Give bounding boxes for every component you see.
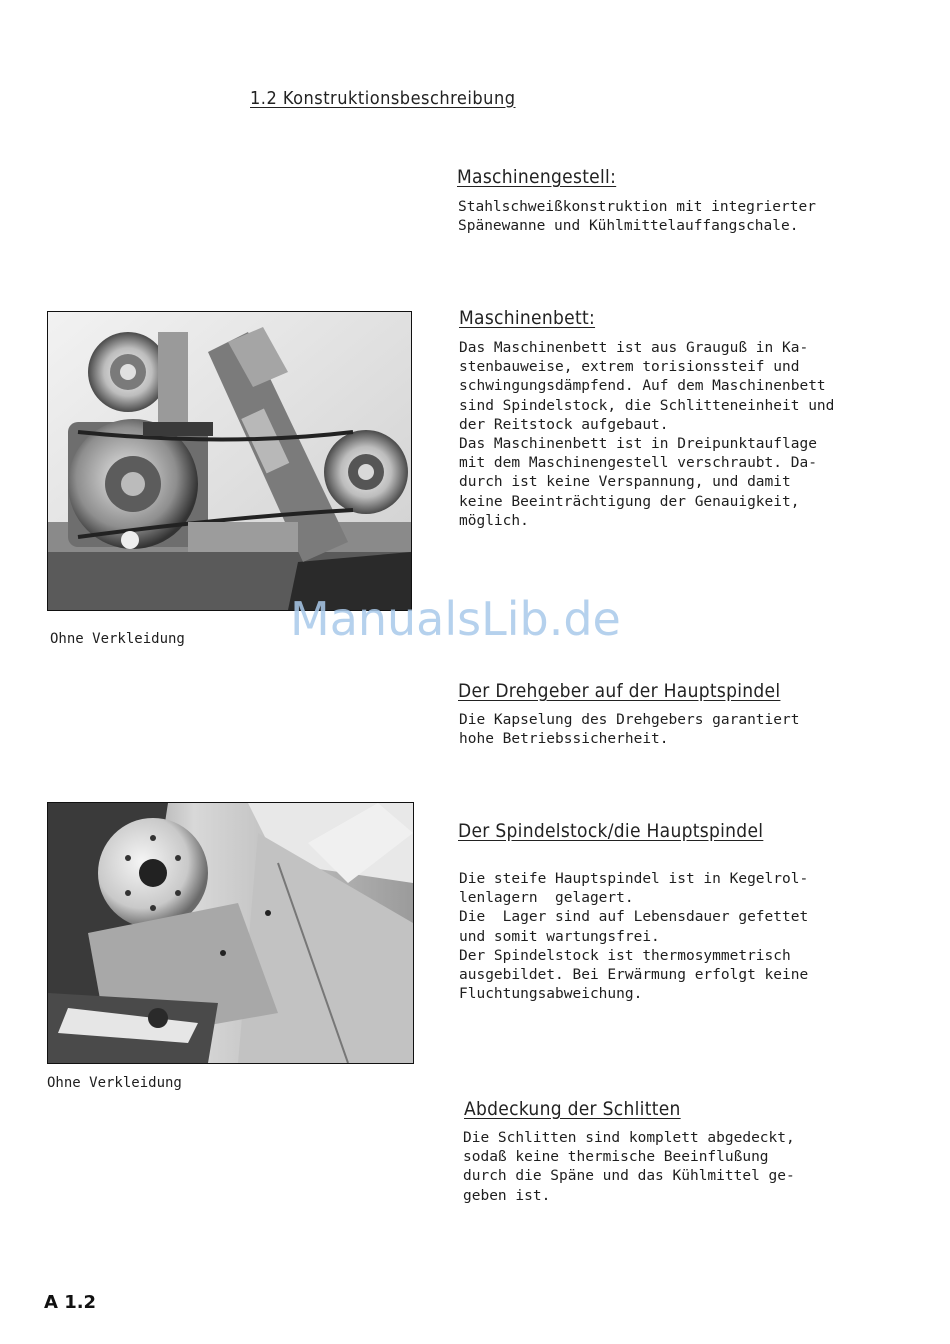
section-body-machine-frame: Stahlschweißkonstruktion mit integrierter Spänewanne und Kühlmittelauffangschale. [458,199,816,235]
section-heading-rotary-encoder: Der Drehgeber auf der Hauptspindel [458,680,781,702]
photo-machine-bed [47,311,412,611]
section-body-spindle-head: Die steife Hauptspindel ist in Kegelrol- lenlagern gelagert. Die Lager sind auf Lebensdauer gefettet und somit wartungsfrei. Der Spindelstock ist thermosymmetrisch ausgebildet. Bei Erwärmung erfolgt keine Fluchtungsabweichung. [459,871,809,1003]
photo-spindle-head [47,802,414,1064]
section-body-rotary-encoder: Die Kapselung des Drehgebers garantiert hohe Betriebssicherheit. [459,712,800,748]
photo-caption: Ohne Verkleidung [50,631,185,647]
section-heading-slide-cover: Abdeckung der Schlitten [464,1098,681,1120]
section-heading-machine-bed: Maschinenbett: [459,307,596,329]
section-body-machine-bed: Das Maschinenbett ist aus Grauguß in Ka- stenbauweise, extrem torisionssteif und schwingungsdämpfend. Auf dem Maschinenbett sind Spindelstock, die Schlitteneinheit und der Reitstock aufgebaut. Das Maschinenbett ist in Dreipunktauflage mit dem Maschinengestell verschraubt. Da- durch ist keine Verspannung, und damit keine Beeinträchtigung der Genauigkeit, möglich. [459,340,835,529]
watermark: ManualsLib.de [290,592,621,646]
photo-caption: Ohne Verkleidung [47,1075,182,1091]
section-body-slide-cover: Die Schlitten sind komplett abgedeckt, sodaß keine thermische Beeinflußung durch die Späne und das Kühlmittel ge- geben ist. [463,1130,795,1204]
section-heading-machine-frame: Maschinengestell: [457,166,617,188]
section-heading-spindle-head: Der Spindelstock/die Hauptspindel [458,820,764,842]
page-title: 1.2 Konstruktionsbeschreibung [250,88,516,109]
page-number: A 1.2 [44,1292,97,1313]
